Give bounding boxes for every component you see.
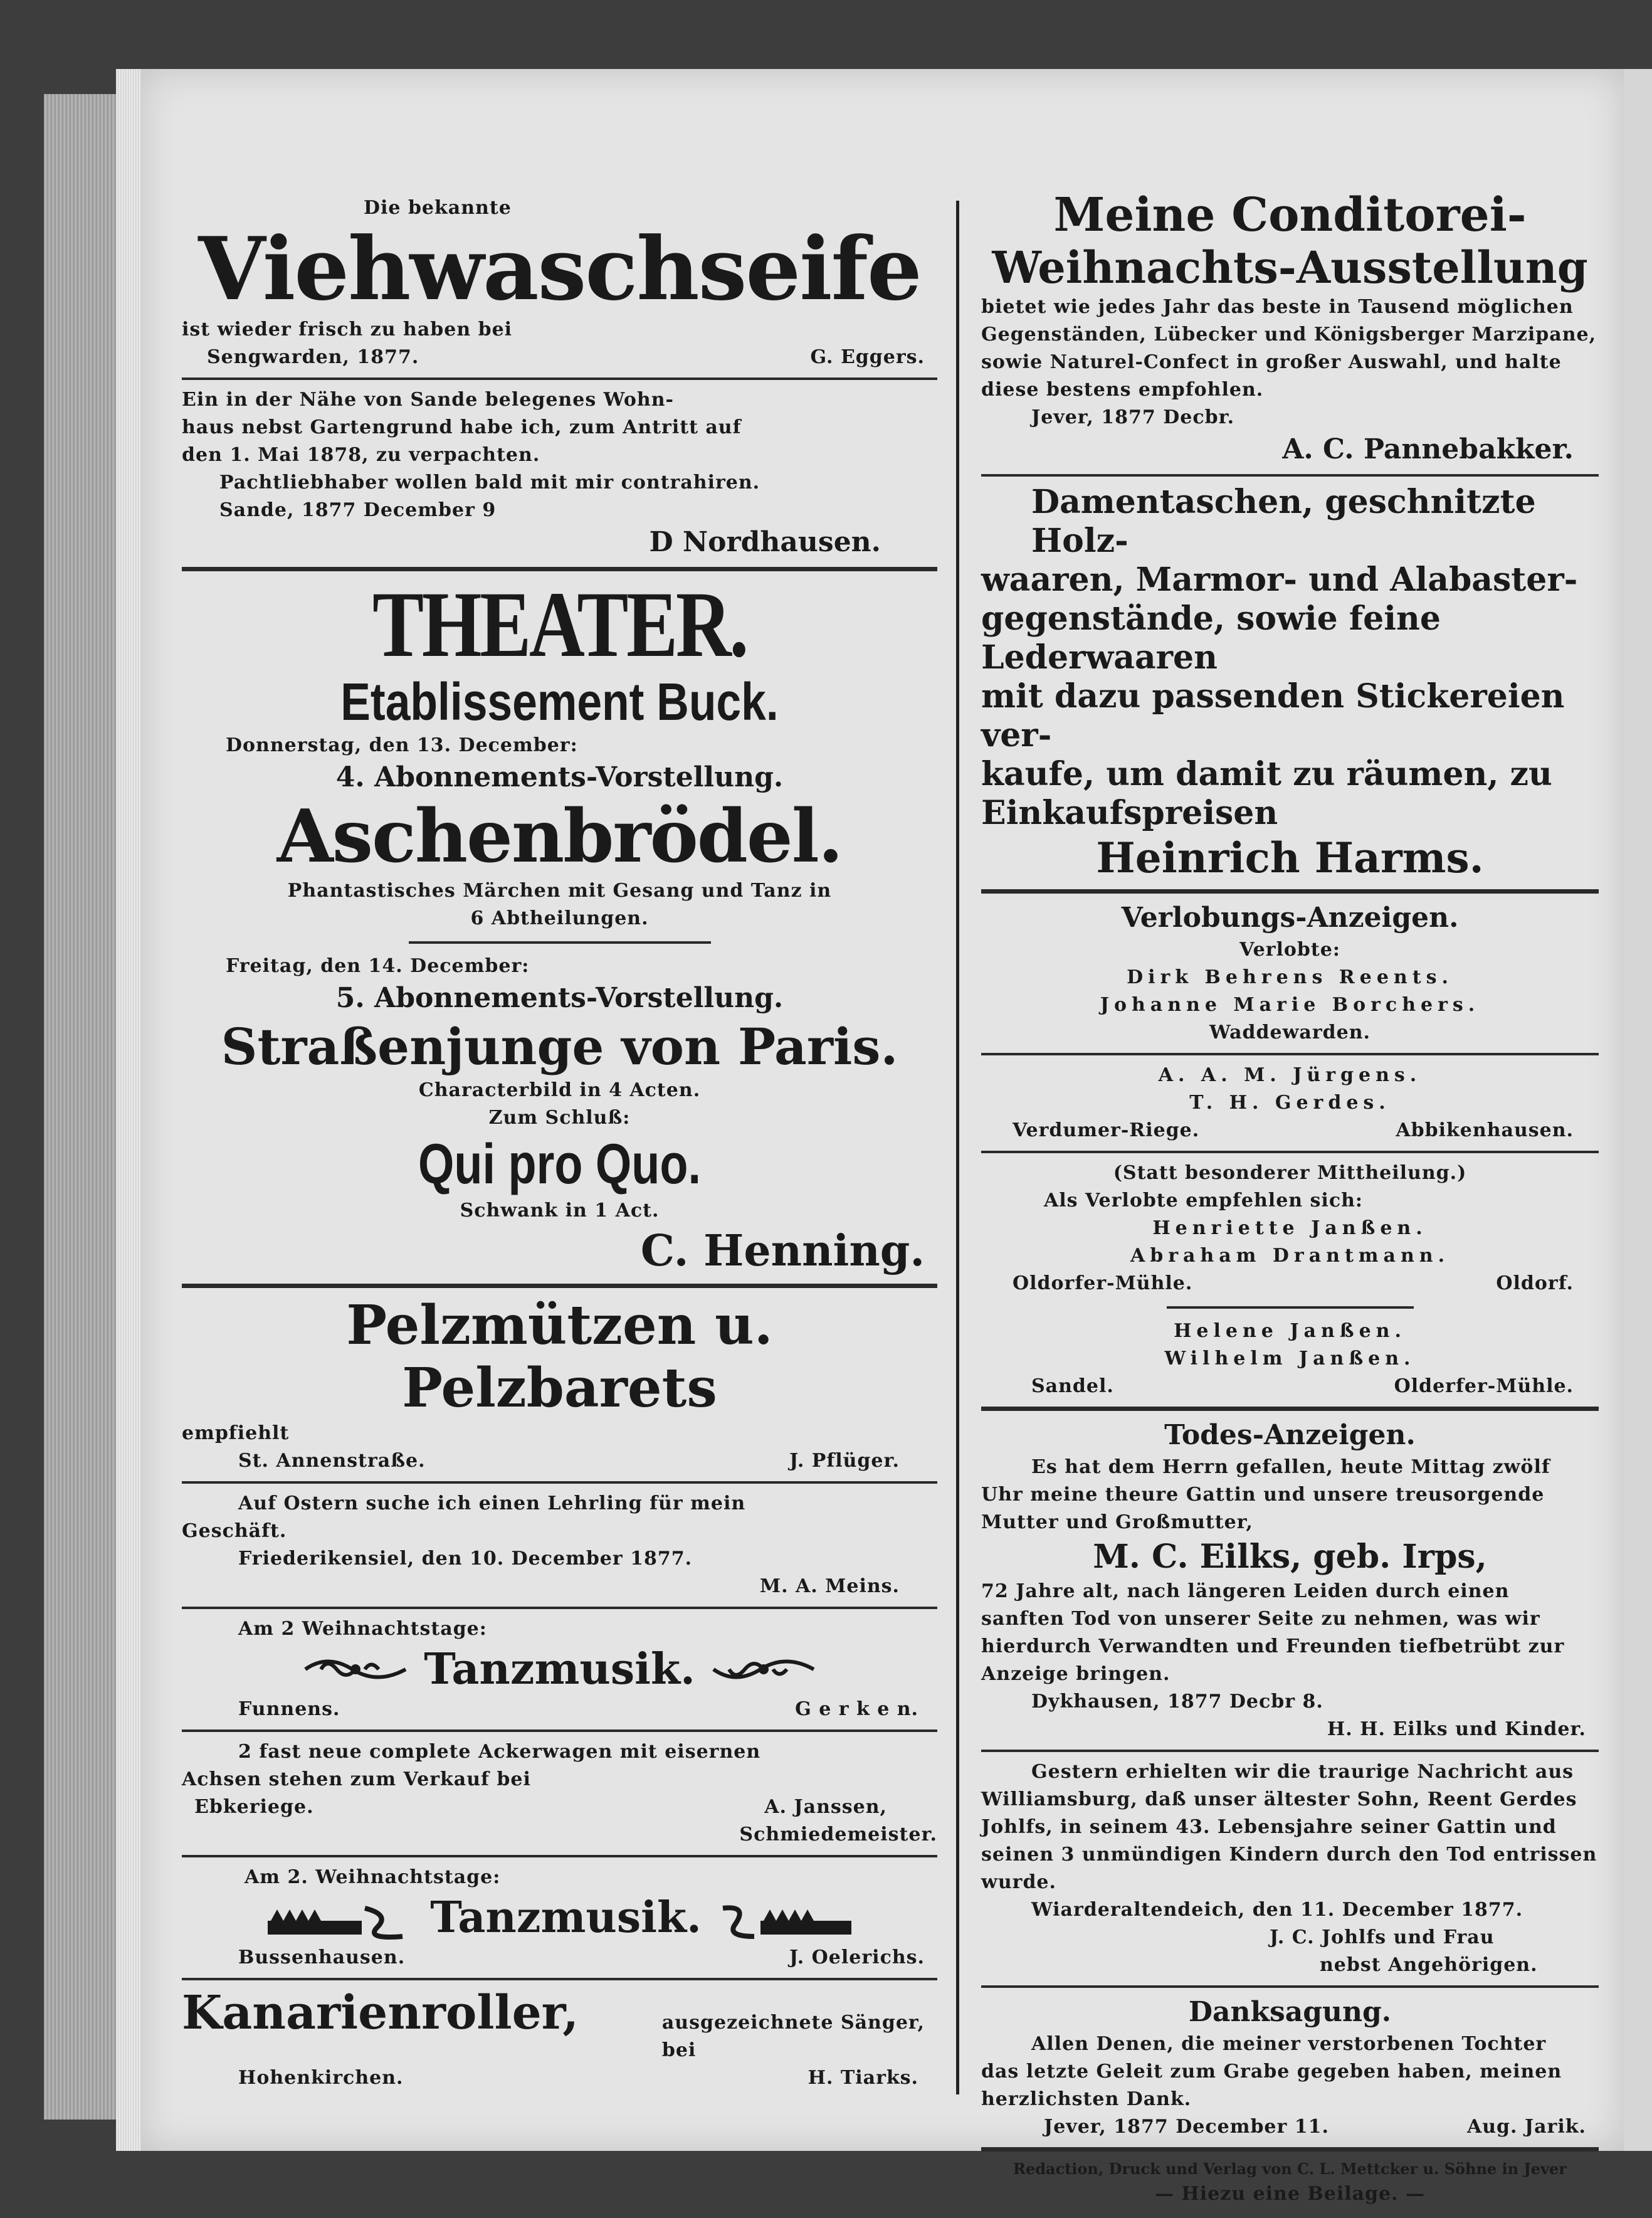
person-places-row [981,1117,1599,1144]
ad-signature: H. H. Eilks und Kinder. [1327,1718,1586,1740]
ad-text-line: bei [661,2039,697,2061]
ad-place: Bussenhausen. [238,1946,406,1968]
ad-headline: Kanarienroller, [182,1986,579,2040]
person-place: Verdumer-Riege. [1013,1119,1200,1141]
ad-theater [182,573,937,1277]
theater-desc-3: Schwank in 1 Act. [460,1200,660,1222]
book-page-edges [44,94,119,2120]
ad-text-line: waaren, Marmor- und Alabaster- [981,561,1578,599]
book-page-edges-inner [116,69,144,2151]
section-title: Todes-Anzeigen. [1164,1419,1416,1451]
ad-conditorei [981,188,1599,468]
ad-signature-row [182,2064,937,2092]
ad-text-line: Allen Denen, die meiner verstorbenen Tochter [1031,2033,1547,2055]
person-name: Henriette Janßen. [1152,1217,1428,1239]
left-column [182,113,937,2092]
person-place: Oldorfer-Mühle. [1013,1272,1193,1294]
ad-wohnhaus [182,386,937,561]
divider [981,1151,1599,1153]
ad-date: Dykhausen, 1877 Decbr 8. [1031,1691,1323,1713]
ad-text-line: Gestern erhielten wir die traurige Nachricht aus [1031,1761,1574,1783]
column-divider [956,201,959,2094]
divider [981,1750,1599,1752]
theater-performance-1: 4. Abonnements-Vorstellung. [335,761,784,793]
divider [981,1053,1599,1055]
divider [1167,1306,1414,1309]
ad-signature-row [182,1793,937,1821]
theater-title: THEATER. [372,573,747,677]
ad-headline: Pelzmützen u. Pelzbarets [346,1294,773,1420]
person-places-row [981,1373,1599,1400]
ad-headline-1: Meine Conditorei- [1053,188,1527,242]
ad-text-line: gegenstände, sowie feine Lederwaaren [981,599,1441,677]
ad-side-text [662,2009,925,2064]
person-name: Helene Janßen. [1174,1320,1406,1342]
ad-name: M. A. Meins. [759,1575,900,1597]
ad-place: Sengwarden, 1877. [207,346,419,368]
theater-date-2: Freitag, den 14. December: [226,955,530,977]
ad-headline-row [182,1891,937,1944]
ad-name: Aug. Jarik. [1466,2116,1586,2138]
person-name: Wilhelm Janßen. [1164,1348,1416,1370]
ad-tanzmusik-1 [182,1615,937,1723]
ad-text: ist wieder frisch zu haben bei [182,319,513,341]
theater-performance-2: 5. Abonnements-Vorstellung. [335,982,784,1014]
ad-signature-row [182,344,937,371]
ad-text-line: Mutter und Großmutter, [981,1511,1253,1533]
ad-name: Heinrich Harms. [1096,833,1484,882]
ad-place: St. Annenstraße. [238,1450,426,1472]
divider [981,1985,1599,1988]
ad-tanzmusik-2 [182,1864,937,1972]
divider [409,941,711,944]
divider [981,2147,1599,2152]
ad-text-line: haus nebst Gartengrund habe ich, zum Antritt auf [182,416,742,438]
person-name: A. A. M. Jürgens. [1158,1064,1422,1086]
ad-text-line: das letzte Geleit zum Grabe gegeben haben, meinen [981,2061,1562,2083]
ad-text-line: kaufe, um damit zu räumen, zu [981,755,1552,793]
ad-text-line: Williamsburg, daß unser ältester Sohn, Reent Gerdes [981,1788,1577,1810]
imprint [981,2158,1599,2208]
theater-play-2: Straßenjunge von Paris. [221,1017,898,1076]
ad-verlobung [981,900,1599,1400]
ad-ackerwagen [182,1738,937,1849]
section-note: (Statt besonderer Mittheilung.) [1113,1162,1467,1184]
ad-headline-2: Weihnachts-Ausstellung [992,241,1588,293]
ad-text-line: Anzeige bringen. [981,1663,1171,1685]
ad-lehrling [182,1490,937,1600]
ad-viehwaschseife [182,194,937,371]
divider [981,1407,1599,1411]
person-name: Abraham Drantmann. [1130,1245,1450,1267]
ad-seller: G. Eggers. [810,346,925,368]
theater-play-1: Aschenbrödel. [276,794,843,879]
ad-host: J. Oelerichs. [789,1946,925,1968]
imprint-line: Redaction, Druck und Verlag von C. L. Mettcker u. Söhne in Jever [1013,2160,1567,2178]
ad-date: Wiarderaltendeich, den 11. December 1877. [1031,1899,1523,1921]
ad-text-line: Pachtliebhaber wollen bald mit mir contrahiren. [219,472,760,494]
divider [182,1978,937,1980]
ad-danksagung [981,1994,1599,2141]
person-name: Johanne Marie Borchers. [1100,994,1480,1016]
ad-text-line: wurde. [981,1871,1056,1893]
divider [182,1855,937,1857]
right-column [981,188,1599,2208]
ad-place: Hohenkirchen. [238,2067,404,2089]
theater-date-1: Donnerstag, den 13. December: [226,734,578,756]
ad-text-line: 72 Jahre alt, nach längeren Leiden durch einen [981,1580,1510,1602]
person-places-row [981,1270,1599,1297]
ad-text-line: hierdurch Verwandten und Freunden tiefbetrübt zur [981,1635,1565,1657]
ad-pelz [182,1294,937,1475]
ad-seller: J. Pflüger. [789,1450,900,1472]
ad-headline: Tanzmusik. [424,1644,695,1694]
ad-name: A. C. Pannebakker. [1282,433,1574,465]
ad-signature-row [182,1447,937,1475]
ad-text-line: Johlfs, in seinem 43. Lebensjahre seiner Gattin und [981,1816,1557,1838]
ad-intro: Die bekannte [364,197,512,219]
ad-signature: nebst Angehörigen. [1320,1954,1538,1976]
ad-text: empfiehlt [182,1422,290,1444]
ad-text-line: Auf Ostern suche ich einen Lehrling für mein [238,1492,746,1514]
theater-play-3: Qui pro Quo. [418,1133,701,1196]
ad-text-line: Damentaschen, geschnitzte Holz- [1031,483,1536,560]
ad-text-line: mit dazu passenden Stickereien ver- [981,677,1565,754]
imprint-line: — Hiezu eine Beilage. — [1154,2183,1426,2205]
ad-signature-row [182,1696,937,1723]
ad-date: Jever, 1877 December 11. [1044,2116,1329,2138]
ad-text-line: 2 fast neue complete Ackerwagen mit eisernen [238,1741,761,1763]
ad-text-line: Gegenständen, Lübecker und Königsberger Marzipane, [981,324,1597,346]
ad-text-line: Einkaufspreisen [981,794,1278,832]
divider [182,1730,937,1732]
ad-place: Ebkeriege. [194,1796,314,1818]
ad-text-line: Es hat dem Herrn gefallen, heute Mittag zwölf [1031,1456,1550,1478]
ad-text-line: diese bestens empfohlen. [981,379,1264,401]
divider [182,1284,937,1288]
person-place: Abbikenhausen. [1396,1119,1574,1141]
section-title: Danksagung. [1188,1996,1392,2028]
ad-signature-row [182,1944,937,1972]
section-subtitle: Als Verlobte empfehlen sich: [1044,1190,1363,1212]
divider [981,889,1599,894]
ad-text-line: den 1. Mai 1878, zu verpachten. [182,444,540,466]
ornament-right-icon [710,1650,817,1688]
divider [182,378,937,380]
ad-title: Schmiedemeister. [739,1824,937,1846]
divider [182,1607,937,1609]
ad-headline-row [182,1987,937,2064]
section-title: Verlobungs-Anzeigen. [1121,902,1459,934]
ornament-left-icon [302,1650,409,1688]
ad-todes [981,1417,1599,1743]
ad-text-line: bietet wie jedes Jahr das beste in Tausend möglichen [981,296,1574,318]
ad-headline-row [182,1643,937,1696]
ad-place: Funnens. [238,1698,340,1720]
theater-desc-1b: 6 Abtheilungen. [470,907,649,929]
ad-kanarienroller [182,1987,937,2092]
person-name: Dirk Behrens Reents. [1127,966,1453,988]
ad-williamsburg [981,1758,1599,1979]
ad-text-line: sanften Tod von unserer Seite zu nehmen, was wir [981,1608,1540,1630]
person-place: Oldorf. [1496,1272,1574,1294]
person-name: T. H. Gerdes. [1189,1092,1391,1114]
ad-date: Am 2. Weihnachtstage: [245,1866,501,1888]
ad-name: D Nordhausen. [649,526,881,558]
person-place: Waddewarden. [1209,1022,1371,1043]
ad-headline: Viehwaschseife [198,218,921,320]
ad-date: Friederikensiel, den 10. December 1877. [238,1548,693,1570]
ad-text-line: Uhr meine theure Gattin und unsere treusorgende [981,1484,1545,1506]
ad-date: Am 2 Weihnachtstage: [238,1618,487,1640]
ornament-crown-left-icon [265,1896,415,1940]
theater-desc-1a: Phantastisches Märchen mit Gesang und Tanz in [287,880,832,902]
theater-closing: Zum Schluß: [488,1107,631,1129]
ad-signature-row [981,2113,1599,2141]
ornament-crown-right-icon [717,1896,855,1940]
ad-signature: J. C. Johlfs und Frau [1270,1926,1495,1948]
theater-desc-2: Characterbild in 4 Acten. [418,1079,701,1101]
person-place: Sandel. [1031,1375,1114,1397]
ad-text-line: herzlichsten Dank. [981,2088,1192,2110]
ad-text-line: ausgezeichnete Sänger, [661,2012,925,2034]
ad-name: H. Tiarks. [808,2067,918,2089]
theater-director: C. Henning. [640,1226,925,1276]
ad-text-line: Ein in der Nähe von Sande belegenes Wohn- [182,389,674,411]
ad-name: A. Janssen, [764,1796,887,1818]
ad-text-line: seinen 3 unmündigen Kindern durch den Tod entrissen [981,1844,1597,1866]
divider [182,1481,937,1484]
ad-text-line: sowie Naturel-Confect in großer Auswahl, und halte [981,351,1562,373]
ad-damentaschen [981,483,1599,883]
next-page-edge [1624,69,1652,2151]
ad-headline: Tanzmusik. [430,1893,702,1943]
section-subtitle: Verlobte: [1239,939,1340,961]
divider [981,474,1599,477]
ad-text-line: Achsen stehen zum Verkauf bei [182,1768,531,1790]
divider [182,567,937,571]
deceased-name: M. C. Eilks, geb. Irps, [1093,1538,1487,1576]
ad-date: Jever, 1877 Decbr. [1031,406,1235,428]
ad-host: G e r k e n. [795,1698,918,1720]
theater-venue: Etablissement Buck. [340,672,779,731]
person-place: Olderfer-Mühle. [1394,1375,1574,1397]
ad-text-line: Geschäft. [182,1520,287,1542]
ad-date: Sande, 1877 December 9 [219,499,497,521]
